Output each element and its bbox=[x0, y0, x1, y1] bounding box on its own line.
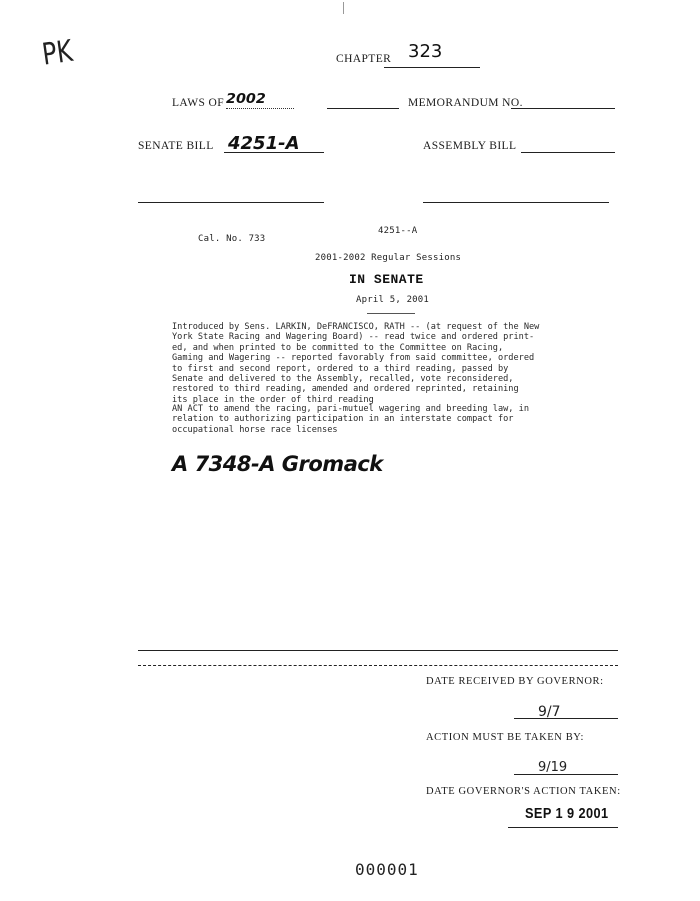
bottom-rule-top bbox=[138, 650, 618, 651]
left-rule bbox=[138, 202, 324, 203]
senate-bill-number: 4251-A bbox=[228, 133, 300, 154]
chapter-label: CHAPTER bbox=[336, 53, 392, 65]
intro-line: Senate and delivered to the Assembly, recalled, vote reconsidered, bbox=[172, 374, 514, 385]
handwritten-assembly-note: A 7348-A Gromack bbox=[172, 452, 383, 476]
action-must-underline bbox=[514, 774, 618, 775]
date-received-underline bbox=[514, 718, 618, 719]
right-rule bbox=[423, 202, 609, 203]
action-must-label: ACTION MUST BE TAKEN BY: bbox=[426, 732, 585, 743]
act-line: AN ACT to amend the racing, pari-mutuel wagering and breeding law, in bbox=[172, 404, 529, 414]
act-line: relation to authorizing participation in an interstate compact for bbox=[172, 414, 514, 425]
chamber-title: IN SENATE bbox=[349, 272, 424, 287]
laws-year-underline bbox=[226, 108, 294, 109]
chapter-underline bbox=[384, 67, 480, 68]
intro-line: Gaming and Wagering -- reported favorably from said committee, ordered bbox=[172, 353, 535, 364]
memorandum-underline bbox=[511, 108, 615, 109]
intro-paragraph bbox=[172, 322, 539, 405]
intro-line: Introduced by Sens. LARKIN, DeFRANCISCO, RATH -- (at request of the New bbox=[172, 322, 540, 332]
handwritten-initials: PK bbox=[40, 33, 75, 73]
action-taken-underline bbox=[508, 827, 618, 828]
calendar-number: Cal. No. 733 bbox=[198, 234, 266, 244]
laws-extra-underline bbox=[327, 108, 399, 109]
senate-bill-label: SENATE BILL bbox=[138, 140, 214, 152]
session-title: 2001-2002 Regular Sessions bbox=[315, 253, 462, 263]
action-taken-label: DATE GOVERNOR'S ACTION TAKEN: bbox=[426, 786, 621, 797]
intro-line: to first and second report, ordered to a third reading, passed by bbox=[172, 363, 509, 374]
act-paragraph bbox=[172, 404, 529, 435]
intro-line: its place in the order of third reading bbox=[172, 394, 374, 405]
act-line: occupational horse race licenses bbox=[172, 424, 338, 435]
date-underline bbox=[367, 313, 415, 314]
top-tick-mark bbox=[343, 2, 344, 14]
date-received-label: DATE RECEIVED BY GOVERNOR: bbox=[426, 676, 604, 687]
assembly-bill-label: ASSEMBLY BILL bbox=[423, 140, 517, 152]
intro-line: ed, and when printed to be committed to the Committee on Racing, bbox=[172, 342, 504, 353]
chapter-number: 323 bbox=[408, 41, 443, 62]
laws-of-label: LAWS OF bbox=[172, 97, 225, 109]
date-received-value: 9/7 bbox=[538, 704, 561, 720]
bill-date: April 5, 2001 bbox=[356, 295, 430, 305]
laws-year: 2002 bbox=[226, 92, 266, 107]
senate-bill-underline bbox=[224, 152, 324, 153]
intro-line: York State Racing and Wagering Board) -- read twice and ordered print- bbox=[172, 332, 535, 343]
page-number: 000001 bbox=[355, 860, 419, 879]
bottom-rule-bottom bbox=[138, 665, 618, 666]
assembly-bill-underline bbox=[521, 152, 615, 153]
memorandum-label: MEMORANDUM NO. bbox=[408, 97, 523, 109]
intro-line: restored to third reading, amended and ordered reprinted, retaining bbox=[172, 384, 519, 395]
action-date-stamp: SEP 1 9 2001 bbox=[525, 805, 609, 822]
bill-number: 4251--A bbox=[378, 226, 418, 236]
action-must-value: 9/19 bbox=[538, 760, 568, 775]
